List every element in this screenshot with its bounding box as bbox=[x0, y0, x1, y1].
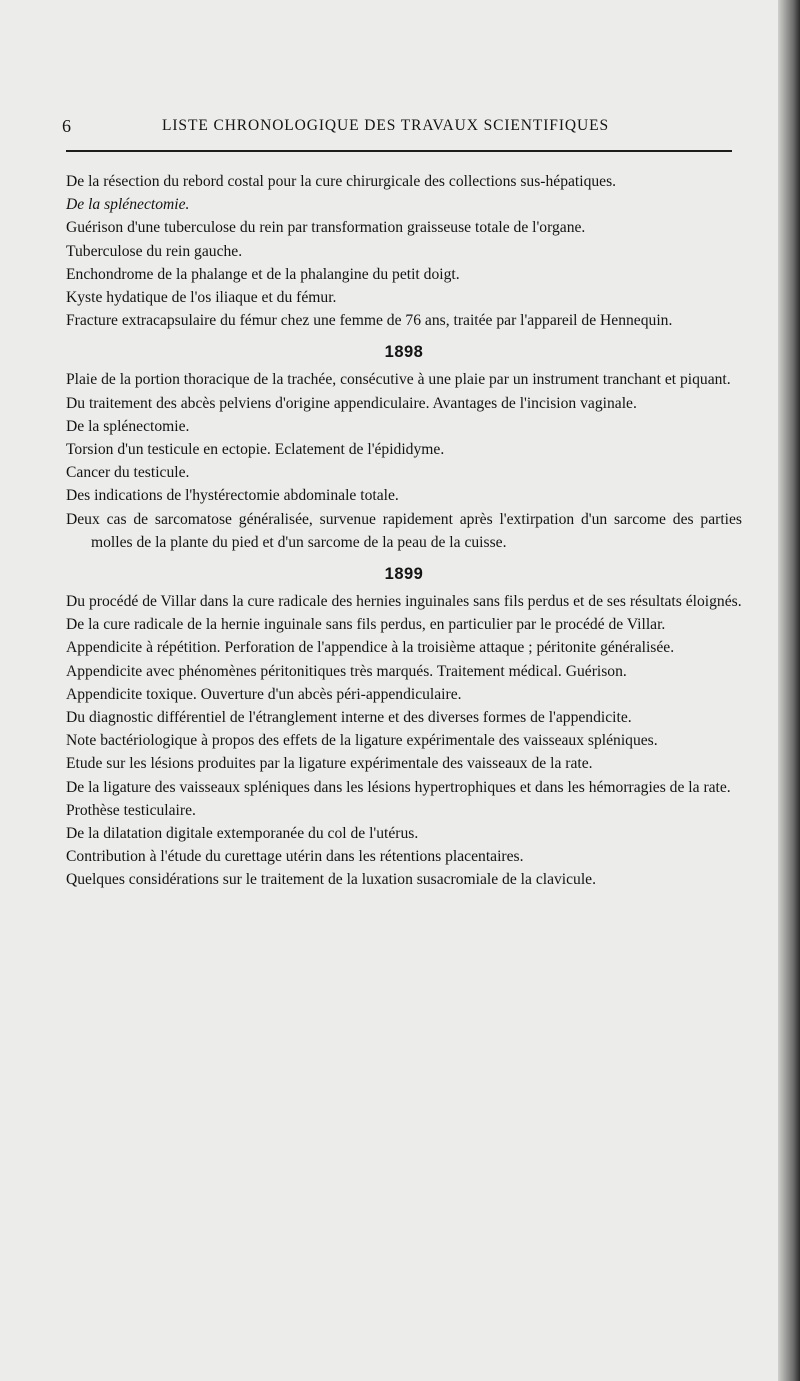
bibliography-entry: Kyste hydatique de l'os iliaque et du fémur. bbox=[66, 289, 337, 307]
bibliography-entry: De la ligature des vaisseaux spléniques dans les lésions hypertrophiques et dans les hémorragies de la rate. bbox=[66, 778, 731, 796]
bibliography-entry: Prothèse testiculaire. bbox=[66, 801, 196, 819]
bibliography-entry: Contribution à l'étude du curettage utérin dans les rétentions placentaires. bbox=[66, 848, 524, 866]
bibliography-entry: De la cure radicale de la hernie inguinale sans fils perdus, en particulier par le procédé de Villar. bbox=[66, 616, 666, 634]
bibliography-list bbox=[66, 170, 742, 892]
bibliography-entry: Quelques considérations sur le traitement de la luxation susacromiale de la clavicule. bbox=[66, 871, 597, 889]
bibliography-entry: Du procédé de Villar dans la cure radicale des hernies inguinales sans fils perdus et de ses résultats éloignés. bbox=[66, 593, 742, 611]
section-continued bbox=[66, 170, 742, 332]
section-1898 bbox=[66, 340, 742, 554]
page-number: 6 bbox=[62, 116, 71, 136]
bibliography-entry: Des indications de l'hystérectomie abdominale totale. bbox=[66, 487, 399, 505]
bibliography-entry: De la splénectomie. bbox=[66, 417, 190, 435]
bibliography-entry: Tuberculose du rein gauche. bbox=[66, 242, 243, 260]
bibliography-entry: Du traitement des abcès pelviens d'origine appendiculaire. Avantages de l'incision vaginale. bbox=[66, 394, 637, 412]
year-heading: 1899 bbox=[384, 565, 424, 584]
year-heading: 1898 bbox=[384, 343, 424, 362]
bibliography-entry: Appendicite à répétition. Perforation de l'appendice à la troisième attaque ; péritonite généralisée. bbox=[66, 639, 675, 657]
running-title: LISTE CHRONOLOGIQUE DES TRAVAUX SCIENTIFIQUES bbox=[162, 117, 609, 134]
bibliography-entry: Plaie de la portion thoracique de la trachée, consécutive à une plaie par un instrument tranchant et piquant. bbox=[66, 371, 731, 389]
bibliography-entry: Guérison d'une tuberculose du rein par transformation graisseuse totale de l'organe. bbox=[66, 219, 586, 237]
bibliography-entry: De la splénectomie. bbox=[66, 196, 190, 214]
bibliography-entry: Cancer du testicule. bbox=[66, 464, 190, 482]
bibliography-entry: Du diagnostic différentiel de l'étranglement interne et des diverses formes de l'appendicite. bbox=[66, 709, 632, 727]
bibliography-entry: De la résection du rebord costal pour la cure chirurgicale des collections sus-hépatiques. bbox=[66, 173, 617, 190]
header-rule bbox=[66, 150, 732, 152]
section-1899 bbox=[66, 562, 742, 892]
bibliography-entry: Torsion d'un testicule en ectopie. Eclatement de l'épididyme. bbox=[66, 441, 445, 459]
bibliography-entry: De la dilatation digitale extemporanée du col de l'utérus. bbox=[66, 825, 419, 843]
bibliography-entry: Etude sur les lésions produites par la ligature expérimentale des vaisseaux de la rate. bbox=[66, 755, 593, 773]
page-edge-shadow bbox=[778, 0, 800, 1381]
bibliography-entry: Appendicite toxique. Ouverture d'un abcès péri-appendiculaire. bbox=[66, 685, 462, 703]
bibliography-entry: Enchondrome de la phalange et de la phalangine du petit doigt. bbox=[66, 265, 460, 283]
bibliography-entry: Note bactériologique à propos des effets de la ligature expérimentale des vaisseaux spléniques. bbox=[66, 732, 658, 750]
bibliography-entry: Appendicite avec phénomènes péritonitiques très marqués. Traitement médical. Guérison. bbox=[66, 662, 627, 680]
bibliography-entry: Deux cas de sarcomatose généralisée, survenue rapidement après l'extirpation d'un sarcome des parties molles de la plante du pied et d'un sarcome de la peau de la cuisse. bbox=[66, 510, 742, 551]
bibliography-entry: Fracture extracapsulaire du fémur chez une femme de 76 ans, traitée par l'appareil de Hennequin. bbox=[66, 312, 673, 330]
